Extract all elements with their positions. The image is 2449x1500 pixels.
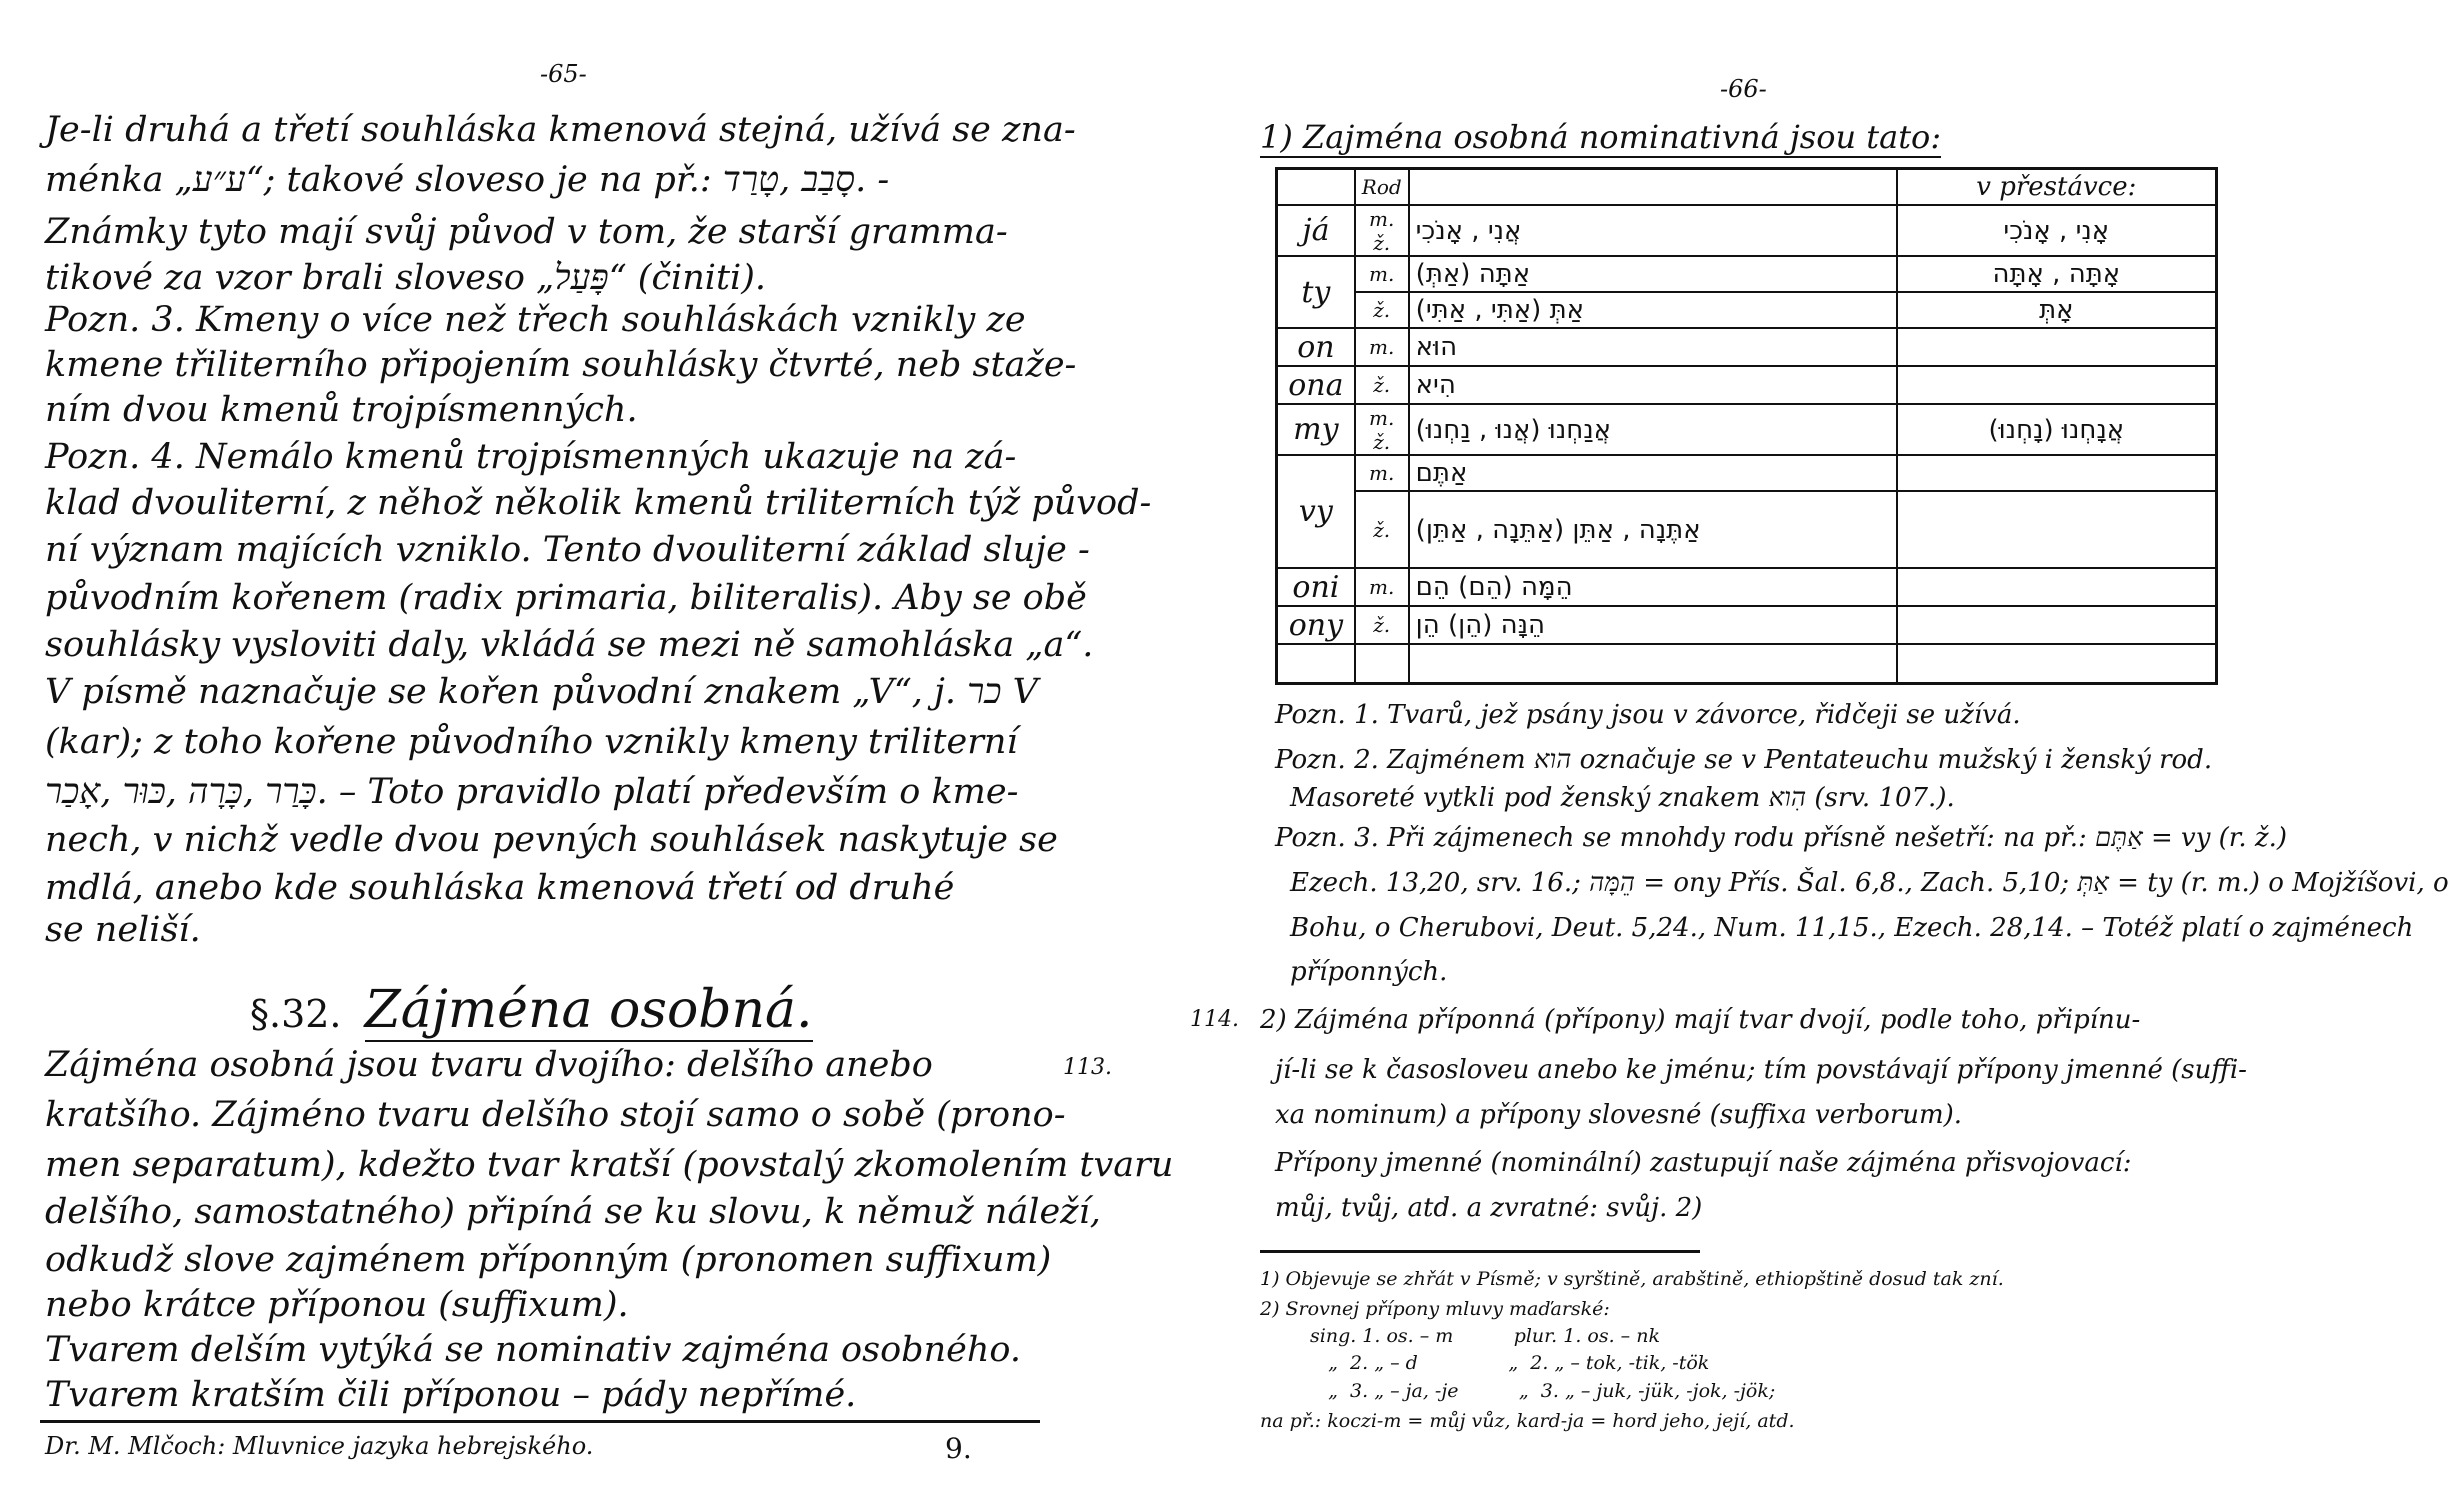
person-cell: on [1277,328,1355,366]
table-header-row [1277,169,2217,205]
text-line: (kar); z toho kořene původního vznikly kmeny triliterní [45,722,1018,762]
gender-cell: ž. [1355,292,1409,328]
form-cell: אַתֶּנָה , אַתֵּן (אַתֵּנָה , אַתֵּן) [1409,491,1897,568]
note-line: Masoreté vytkli pod ženský znakem הִוא (srv. 107.). [1290,783,1955,813]
margin-number: 114. [1190,1007,1239,1032]
page-number: -65- [540,60,587,88]
text-line: ménka „ע״ע“; takové sloveso je na př.: סָבַב ,טָרַד. - [45,160,890,200]
text-line: se neliší. [45,910,201,950]
text-line: nebo krátce příponou (suffixum). [45,1285,629,1325]
text-line: Pozn. 4. Nemálo kmenů trojpísmenných ukazuje na zá- [45,437,1017,477]
signature-mark: 9. [945,1432,972,1465]
text-line: Pozn. 3. Kmeny o více než třech souhláskách vznikly ze [45,300,1026,340]
text-line: כָּרַר ,כָּרָה ,כּוּר ,אָכַר. – Toto pravidlo platí především o kme- [45,772,1019,812]
table-row [1277,205,2217,256]
gender-cell: ž. [1355,606,1409,644]
footnote-rule [1260,1250,1700,1253]
footer-rule [40,1420,1040,1423]
footnote-line: 2) Srovnej přípony mluvy maďarské: [1260,1298,1610,1320]
table-row-empty [1277,644,2217,683]
table-row [1277,328,2217,366]
text-line: delšího, samostatného) připíná se ku slovu, k němuž náleží, [45,1192,1101,1232]
table-row [1277,292,2217,328]
table-heading: 1) Zajména osobná nominativná jsou tato: [1260,118,1942,156]
text-line: Je-li druhá a třetí souhláska kmenová stejná, užívá se zna- [45,110,1076,150]
table-row [1277,491,2217,568]
text-line: kmene třiliterního připojením souhlásky čtvrté, neb staže- [45,345,1077,385]
form-cell: הִיא [1409,366,1897,404]
footer-author: Dr. M. Mlčoch: Mluvnice jazyka hebrejského. [45,1432,594,1460]
form-cell: אֲנַחְנוּ (אֲנוּ , נַחְנוּ) [1409,404,1897,455]
para-line: můj, tvůj, atd. a zvratné: svůj. 2) [1275,1193,1703,1223]
gender-cell: m. [1355,328,1409,366]
footnote-line: sing. 1. os. – m plur. 1. os. – nk [1310,1325,1660,1347]
text-line: Tvarem kratším čili příponou – pády nepřímé. [45,1375,857,1415]
person-cell: ony [1277,606,1355,644]
person-cell: vy [1277,455,1355,568]
pausal-cell: אָנִי , אָנֹכִי [1897,205,2217,256]
pausal-header: v přestávce: [1897,169,2217,205]
text-line: nech, v nichž vedle dvou pevných souhlásek naskytuje se [45,820,1058,860]
gender-cell: ž. [1355,491,1409,568]
text-line: souhlásky vysloviti daly, vkládá se mezi ně samohláska „a“. [45,625,1094,665]
form-cell: אַתְּ (אַתִּי , אַתִּי) [1409,292,1897,328]
text-line: Tvarem delším vytýká se nominativ zajména osobného. [45,1330,1021,1370]
note-line: příponných. [1290,957,1448,987]
footnote-line: „ 2. „ – d „ 2. „ – tok, -tik, -tök [1310,1352,1710,1374]
gender-cell: ž. [1355,366,1409,404]
table-row [1277,606,2217,644]
footnote-line: na př.: koczi-m = můj vůz, kard-ja = hord jeho, její, atd. [1260,1410,1795,1432]
text-line: mdlá, anebo kde souhláska kmenová třetí od druhé [45,868,955,908]
pronoun-table [1275,167,2218,685]
table-row [1277,568,2217,606]
text-line: Známky tyto mají svůj původ v tom, že starší gramma- [45,212,1008,252]
table-row [1277,256,2217,292]
table-row [1277,404,2217,455]
section-heading [250,980,813,1040]
pausal-cell: אָתְּ [1897,292,2217,328]
person-cell: my [1277,404,1355,455]
text-line: Zájména osobná jsou tvaru dvojího: delšího anebo [45,1045,933,1085]
pausal-cell: אֲנָחְנוּ (נָחְנוּ) [1897,404,2217,455]
left-page [0,0,1174,1500]
text-line: ním dvou kmenů trojpísmenných. [45,390,638,430]
text-line: klad dvouliterní, z něhož několik kmenů triliterních týž původ- [45,483,1152,523]
pausal-cell: אָתָּה , אָתָּה [1897,256,2217,292]
table-row [1277,366,2217,404]
para-line: xa nominum) a přípony slovesné (suffixa verborum). [1275,1100,1963,1130]
right-page [1130,0,2449,1500]
pausal-cell [1897,328,2217,366]
pausal-cell [1897,568,2217,606]
table-row [1277,455,2217,491]
form-cell: הֵנָּה (הֵן) הֵן [1409,606,1897,644]
note-line: Bohu, o Cherubovi, Deut. 5,24., Num. 11,15., Ezech. 28,14. – Totéž platí o zajménech [1290,913,2414,943]
margin-number: 113. [1063,1055,1112,1080]
note-line: Pozn. 2. Zajménem הוא označuje se v Pentateuchu mužský i ženský rod. [1275,745,2213,775]
gender-cell: m. [1355,568,1409,606]
gender-cell: m. [1355,256,1409,292]
person-cell: ona [1277,366,1355,404]
note-line: Pozn. 3. Při zájmenech se mnohdy rodu přísně nešetří: na př.: אַתֶּם = vy (r. ž.) [1275,823,2287,853]
form-cell: הֵמָּה (הֵם) הֵם [1409,568,1897,606]
person-cell: oni [1277,568,1355,606]
person-cell: já [1277,205,1355,256]
pausal-cell [1897,606,2217,644]
gender-cell: m. ž. [1355,404,1409,455]
page-number: -66- [1720,75,1767,103]
gender-cell: m. [1355,455,1409,491]
para-line: Přípony jmenné (nominální) zastupují naše zájména přisvojovací: [1275,1148,2132,1178]
note-line: Pozn. 1. Tvarů, jež psány jsou v závorce, řidčeji se užívá. [1275,700,2021,730]
form-cell: הוּא [1409,328,1897,366]
text-line: men separatum), kdežto tvar kratší (povstalý zkomolením tvaru [45,1145,1174,1185]
footnote-line: 1) Objevuje se zhřát v Písmě; v syrštině, arabštině, ethiopštině dosud tak zní. [1260,1268,2004,1290]
gender-cell: m. ž. [1355,205,1409,256]
form-cell: אֲנִי , אָנֹכִי [1409,205,1897,256]
note-line: Ezech. 13,20, srv. 16.; הֵמָּה = ony Přís. Šal. 6,8., Zach. 5,10; אַתְּ = ty (r. m.) o Mojžíšovi, o [1290,868,2449,898]
para-line: 2) Zájména příponná (přípony) mají tvar dvojí, podle toho, připínu- [1260,1005,2141,1035]
form-cell: אַתָּה (אַתְּ) [1409,256,1897,292]
pausal-cell [1897,366,2217,404]
text-line: ní význam majících vzniklo. Tento dvouliterní základ sluje - [45,530,1090,570]
text-line: kratšího. Zájméno tvaru delšího stojí samo o sobě (prono- [45,1095,1066,1135]
pausal-cell [1897,455,2217,491]
para-line: jí-li se k časosloveu anebo ke jménu; tím povstávají přípony jmenné (suffi- [1275,1055,2247,1085]
footnote-line: „ 3. „ – ja, -je „ 3. „ – juk, -jük, -jok, -jök; [1310,1380,1776,1402]
section-title: Zájména osobná. [364,980,813,1040]
gender-header: Rod [1355,169,1409,205]
text-line: původním kořenem (radix primaria, biliteralis). Aby se obě [45,578,1087,618]
form-cell: אַתֶּם [1409,455,1897,491]
text-line: odkudž slove zajménem příponným (pronomen suffixum) [45,1240,1052,1280]
text-line: V písmě naznačuje se kořen původní znakem „V“, j. כר V [45,672,1038,712]
text-line: tikové za vzor brali sloveso „פָּעַל“ (činiti). [45,258,767,298]
pausal-cell [1897,491,2217,568]
section-number: §.32. [250,992,342,1036]
person-cell: ty [1277,256,1355,328]
